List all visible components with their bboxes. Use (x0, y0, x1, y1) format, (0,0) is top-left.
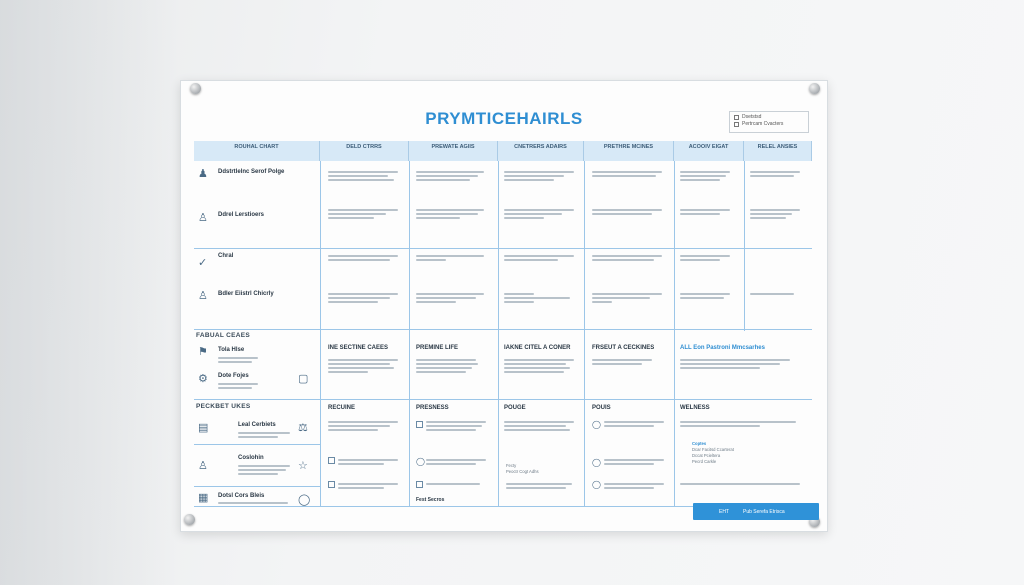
grid-line (194, 329, 812, 330)
col-header: PRETHRE MCINES (584, 141, 674, 161)
note-item: Coptes (692, 441, 707, 446)
cell-text (238, 430, 294, 442)
bar-chart-icon: ▤ (198, 422, 209, 434)
gear-icon: ⚙ (198, 373, 208, 385)
grid-line (744, 161, 745, 331)
cell-text (592, 207, 668, 231)
grid-line (584, 161, 585, 506)
cell-text (592, 253, 668, 271)
col-subhead: RECUINE (328, 405, 356, 411)
cell-text (680, 207, 740, 231)
person-icon: ♟ (198, 168, 208, 180)
cell-text (218, 500, 294, 506)
grid-line (194, 444, 320, 445)
checkbox[interactable] (416, 421, 423, 428)
col-header: CNETRERS ADAIRS (498, 141, 584, 161)
cell-text (592, 291, 668, 315)
note-item: Fecty (506, 463, 517, 468)
cell-text (328, 169, 404, 193)
grid-line (194, 399, 812, 400)
cell-text (218, 381, 294, 393)
col-subhead: ALL Eon Pastroni Mmcsarhes (680, 345, 765, 351)
cell-text (416, 357, 492, 387)
grid-line (674, 161, 675, 506)
checkbox[interactable] (416, 481, 423, 488)
row-label: Bdler Eiistrl Chicrly (218, 291, 274, 297)
col-subhead: WELNESS (680, 405, 710, 411)
row-label: Coslohin (238, 455, 264, 461)
scale-icon: ⚖ (298, 422, 308, 434)
row-label: Chral (218, 253, 234, 259)
row-label: Dotsl Cors Bleis (218, 493, 265, 499)
cell-text (416, 253, 492, 271)
legend-box-icon (734, 115, 739, 120)
cell-text (504, 419, 580, 449)
cell-text (592, 357, 668, 381)
cell-text (750, 169, 808, 193)
grid-line (194, 486, 320, 487)
cell-text (416, 207, 492, 231)
section-title: FABUAL CEAES (196, 332, 251, 339)
cell-text (504, 169, 580, 193)
row-label: Leal Cerbiets (238, 422, 276, 428)
figure-icon: ♙ (198, 212, 208, 224)
cell-text (680, 169, 740, 193)
grid-line (194, 248, 812, 249)
cell-text (680, 357, 804, 381)
legend-box-icon (734, 122, 739, 127)
cell-text (750, 291, 808, 309)
col-header: PREWATE AGIIS (409, 141, 498, 161)
cell-text (328, 419, 404, 449)
row-label: Ddstrtlelnc Serof Polge (218, 169, 285, 175)
cell-text (338, 481, 404, 499)
chart-grid (194, 141, 812, 526)
check-icon: ✓ (198, 257, 208, 269)
cell-text (416, 169, 492, 193)
action-button[interactable] (693, 503, 819, 520)
col-subhead: POUGE (504, 405, 526, 411)
star-icon: ☆ (298, 460, 308, 472)
note-list-a (692, 441, 810, 477)
cell-text (328, 207, 404, 231)
box-icon: ▦ (198, 492, 209, 504)
cell-text (592, 169, 668, 193)
action-button-left: EHT (719, 508, 729, 515)
shield-icon: ◯ (298, 494, 311, 506)
mount-bolt (190, 83, 201, 94)
col-subhead: PRESNESS (416, 405, 449, 411)
poster-title: PRYMTICEHAIRLS (425, 109, 583, 128)
person-walk-icon: ♙ (198, 290, 208, 302)
section-title: PECKBET UKES (196, 403, 251, 410)
grid-line (409, 161, 410, 506)
mount-bolt (809, 83, 820, 94)
cell-text (504, 357, 580, 387)
col-subhead: POUIS (592, 405, 611, 411)
cell-text (680, 419, 804, 437)
checkbox[interactable] (328, 457, 335, 464)
circle-icon: ◯ (416, 457, 425, 466)
col-subhead: PREMINE LIFE (416, 345, 459, 351)
cell-text (750, 207, 808, 231)
cell-text (504, 253, 580, 271)
cell-text (416, 291, 492, 315)
wall-shadow (0, 0, 180, 585)
col-header: DELD CTRRS (320, 141, 409, 161)
cell-text (328, 357, 404, 387)
cell-text (604, 481, 670, 499)
note-item: Dccat Pcieltera (692, 453, 721, 458)
cell-text (604, 419, 670, 443)
col-subhead: IAKNE CITEL A CONER (504, 345, 571, 351)
row-label: Ddrel Lerstioers (218, 212, 265, 218)
cell-text (338, 457, 404, 475)
note-list-b (506, 463, 580, 477)
note-item: Dcar Facitsd Ccarterat (692, 447, 734, 452)
circle-icon: ◯ (592, 480, 601, 489)
shield-icon: ◯ (592, 420, 601, 429)
row-label: Dote Fojes (218, 373, 249, 379)
cell-text (506, 481, 580, 499)
cell-text (604, 457, 670, 475)
cell-text (504, 291, 580, 315)
note-item: Peoctr Cogt Adhs (506, 469, 539, 474)
cell-text (680, 291, 740, 309)
cell-text (426, 419, 492, 449)
cell-text (504, 207, 580, 231)
cell-text (680, 253, 740, 271)
note-fast: Fest Secros (416, 497, 445, 503)
cell-text (426, 457, 492, 475)
checkbox[interactable] (328, 481, 335, 488)
thermometer-icon: ⚑ (198, 346, 208, 358)
row-label: Tola Hlse (218, 347, 245, 353)
cell-text (218, 355, 294, 367)
chart-badge-icon: ▢ (298, 373, 309, 385)
col-header: ROUHAL CHART (194, 141, 320, 161)
action-button-right: Pub Serefa Etrisca (743, 508, 785, 515)
poster-board (180, 80, 828, 532)
legend-badge: Dsetstsd Pertrcam Cvacters (729, 111, 809, 133)
col-subhead: FRSEUT A CECKINES (592, 345, 655, 351)
cell-text (426, 481, 492, 493)
circle-icon: ◯ (592, 458, 601, 467)
cell-text (238, 463, 294, 481)
grid-line (498, 161, 499, 506)
grid-line (320, 161, 321, 506)
people-icon: ♙ (198, 460, 208, 472)
note-item: Pecrd Carkle (692, 459, 717, 464)
cell-text (328, 291, 404, 315)
cell-text (680, 481, 804, 493)
cell-text (328, 253, 404, 271)
col-subhead: INE SECTINE CAEES (328, 345, 389, 351)
col-header: ACOOIV EIGAT (674, 141, 744, 161)
col-header: RELEL ANSIES (744, 141, 812, 161)
